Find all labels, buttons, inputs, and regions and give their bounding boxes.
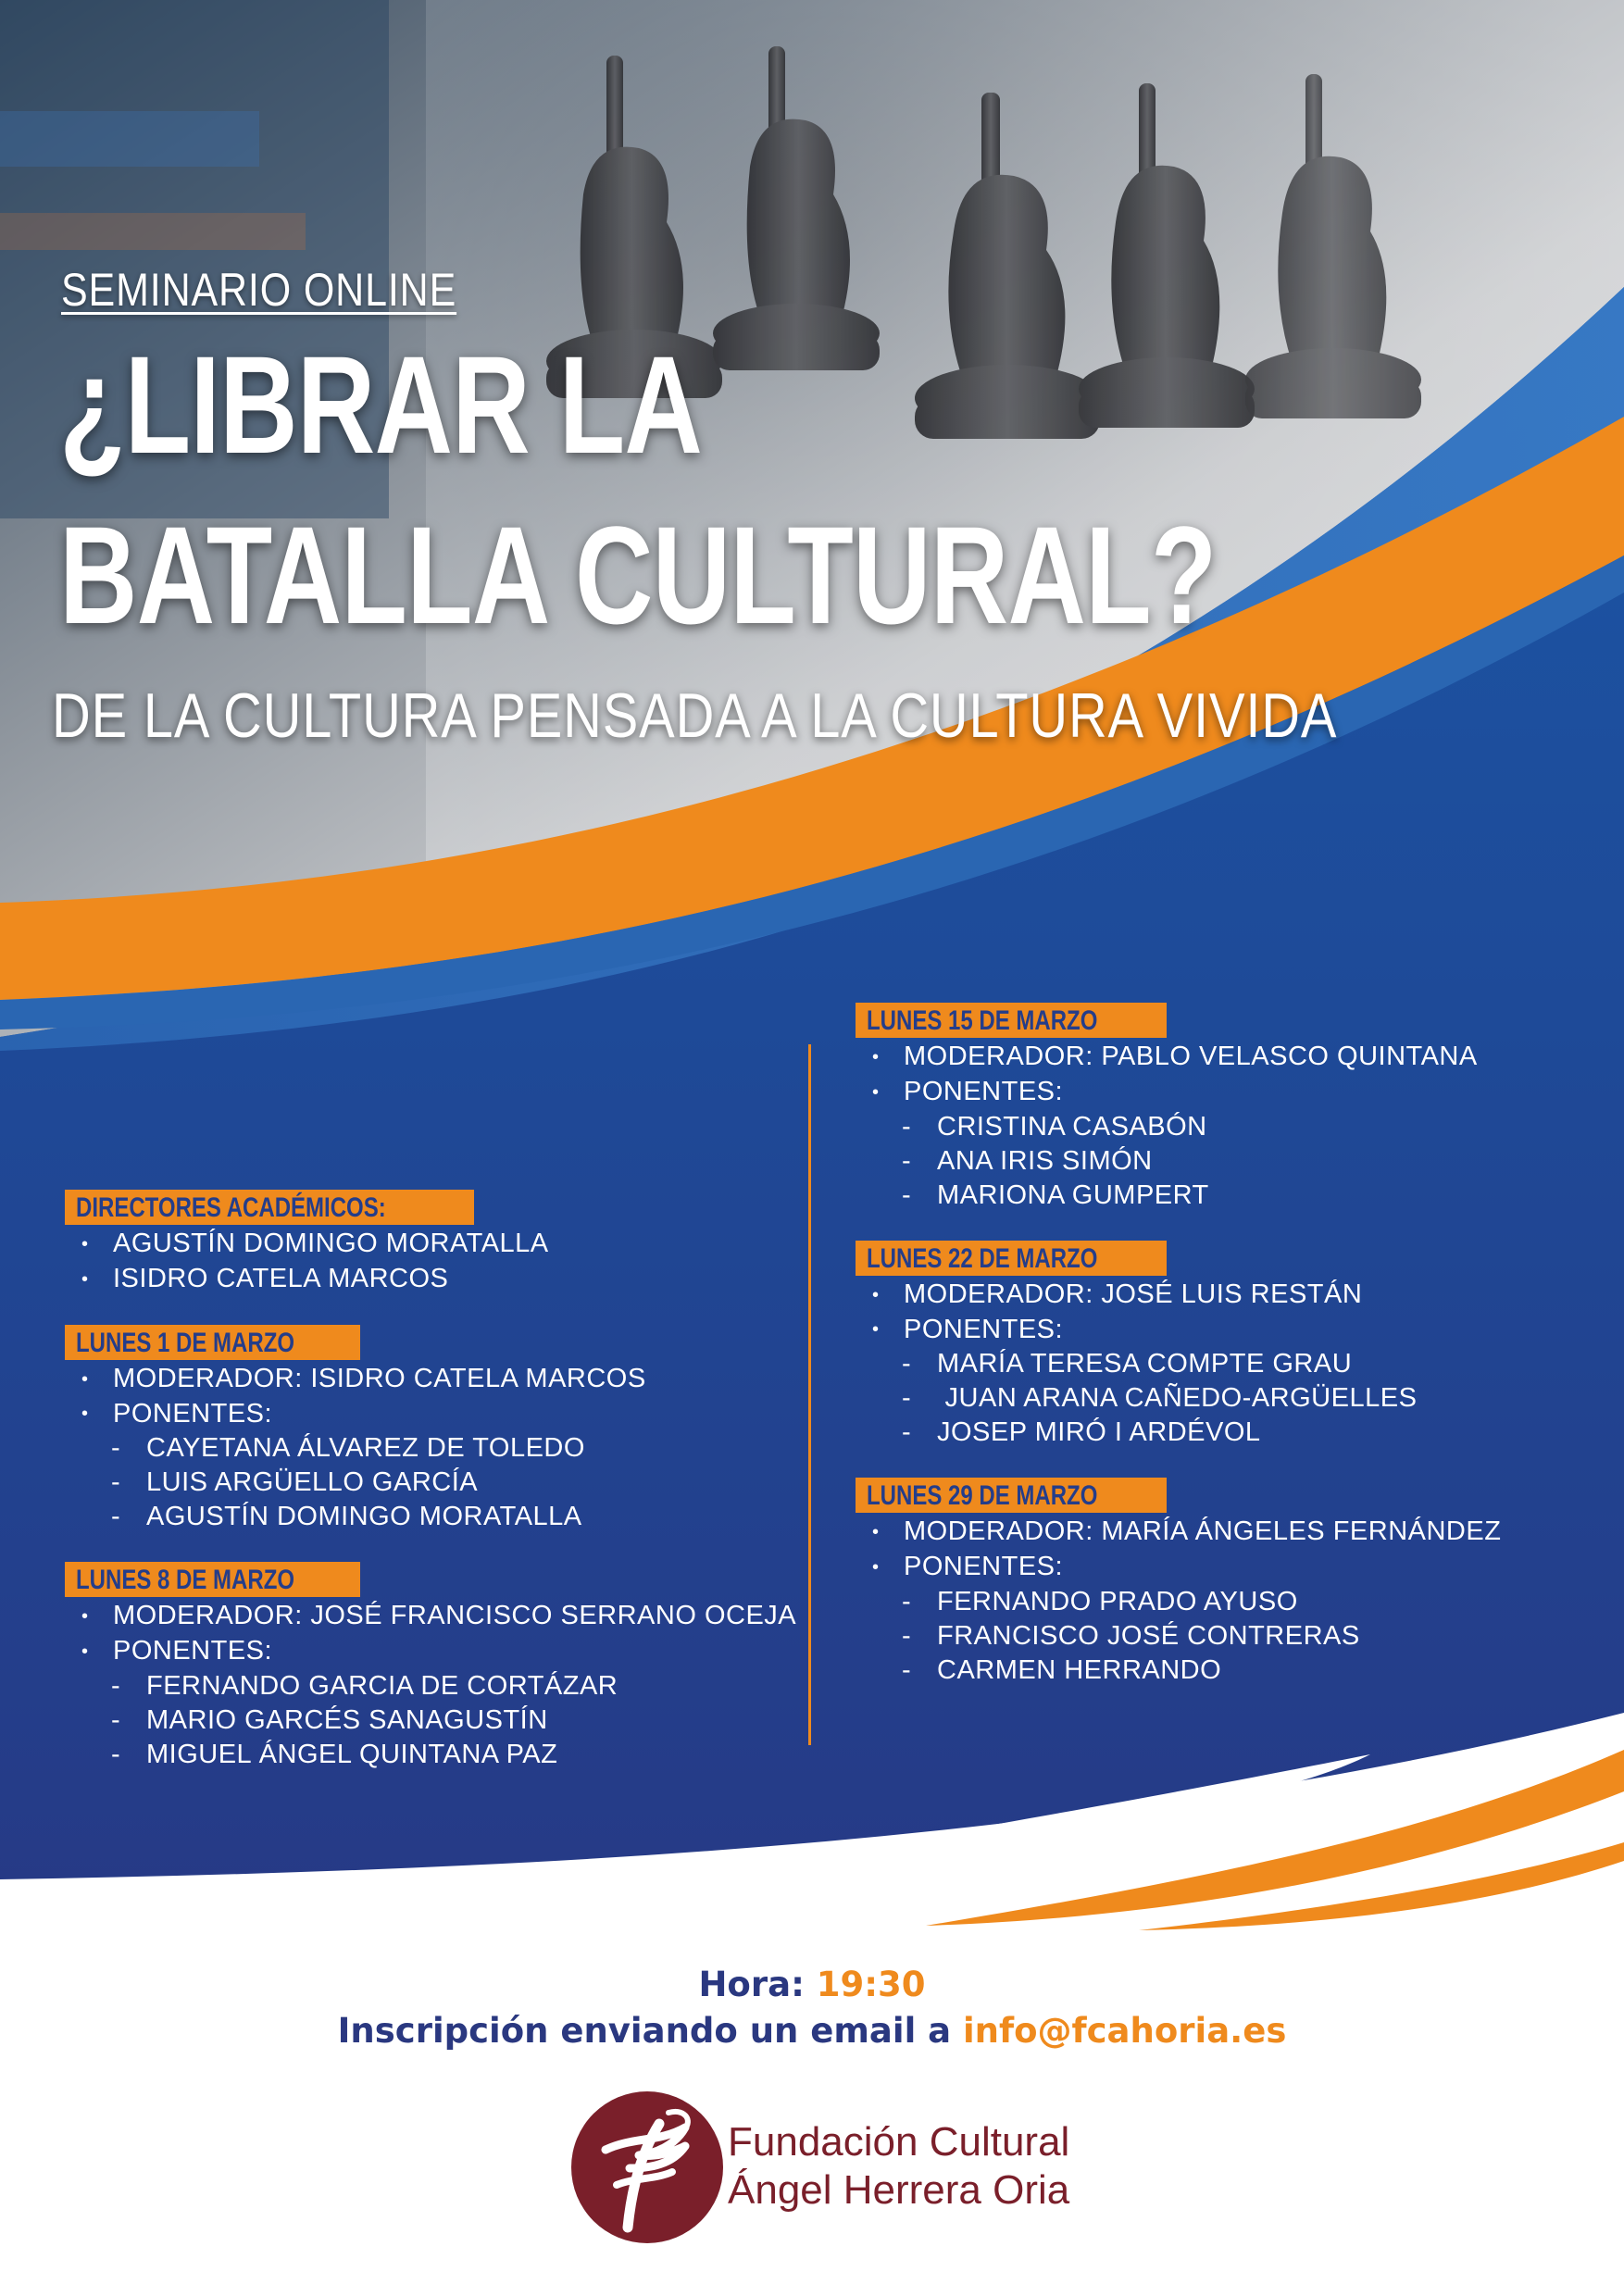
schedule-left-column bbox=[65, 1190, 806, 1772]
directors-heading: DIRECTORES ACADÉMICOS: bbox=[65, 1190, 474, 1225]
session-march-15 bbox=[856, 1003, 1596, 1213]
subtitle: DE LA CULTURA PENSADA A LA CULTURA VIVIDA bbox=[52, 680, 1338, 751]
session-speakers-label: • PONENTES: bbox=[65, 1634, 806, 1669]
speaker-name: - MARIO GARCÉS SANAGUSTÍN bbox=[65, 1703, 806, 1738]
speaker-name: - FERNANDO PRADO AYUSO bbox=[856, 1585, 1596, 1619]
session-date-tag: LUNES 22 DE MARZO bbox=[856, 1241, 1167, 1276]
time-value: 19:30 bbox=[816, 1965, 926, 2004]
speaker-name: - CARMEN HERRANDO bbox=[856, 1653, 1596, 1688]
director-name: • AGUSTÍN DOMINGO MORATALLA bbox=[65, 1227, 806, 1262]
session-march-8 bbox=[65, 1562, 806, 1772]
seminar-kicker: SEMINARIO ONLINE bbox=[61, 264, 457, 316]
session-speakers-label: • PONENTES: bbox=[856, 1313, 1596, 1348]
director-name: • ISIDRO CATELA MARCOS bbox=[65, 1262, 806, 1297]
session-march-29 bbox=[856, 1478, 1596, 1688]
event-time bbox=[0, 1965, 1624, 2004]
session-speakers-label: • PONENTES: bbox=[856, 1075, 1596, 1110]
session-moderator: • MODERADOR: ISIDRO CATELA MARCOS bbox=[65, 1362, 806, 1397]
session-march-22 bbox=[856, 1241, 1596, 1451]
speaker-name: - CAYETANA ÁLVAREZ DE TOLEDO bbox=[65, 1431, 806, 1466]
registration-line bbox=[0, 2011, 1624, 2051]
title-line-2: BATALLA CULTURAL? bbox=[59, 497, 1217, 653]
speaker-name: - ANA IRIS SIMÓN bbox=[856, 1144, 1596, 1179]
time-label: Hora: bbox=[698, 1965, 817, 2004]
speaker-name: - CRISTINA CASABÓN bbox=[856, 1110, 1596, 1144]
speaker-name: - FERNANDO GARCIA DE CORTÁZAR bbox=[65, 1669, 806, 1703]
session-date-tag: LUNES 1 DE MARZO bbox=[65, 1325, 360, 1360]
speaker-name: - AGUSTÍN DOMINGO MORATALLA bbox=[65, 1500, 806, 1534]
speaker-name: - MARÍA TERESA COMPTE GRAU bbox=[856, 1347, 1596, 1381]
session-speakers-label: • PONENTES: bbox=[856, 1550, 1596, 1585]
directors-section bbox=[65, 1190, 806, 1297]
session-moderator: • MODERADOR: JOSÉ LUIS RESTÁN bbox=[856, 1278, 1596, 1313]
speaker-name: - JOSEP MIRÓ I ARDÉVOL bbox=[856, 1416, 1596, 1450]
foundation-name-line-2: Ángel Herrera Oria bbox=[728, 2167, 1070, 2213]
fcaho-monogram-logo-icon bbox=[568, 2089, 726, 2246]
speaker-name: - LUIS ARGÜELLO GARCÍA bbox=[65, 1466, 806, 1500]
registration-label: Inscripción enviando un email a bbox=[337, 2011, 963, 2051]
column-divider bbox=[808, 1044, 811, 1745]
title-line-1: ¿LIBRAR LA bbox=[59, 327, 703, 482]
schedule-right-column bbox=[856, 1003, 1596, 1688]
speaker-name: - JUAN ARANA CAÑEDO-ARGÜELLES bbox=[856, 1381, 1596, 1416]
session-march-1 bbox=[65, 1325, 806, 1535]
foundation-name-line-1: Fundación Cultural bbox=[728, 2119, 1070, 2165]
session-speakers-label: • PONENTES: bbox=[65, 1397, 806, 1432]
speaker-name: - MIGUEL ÁNGEL QUINTANA PAZ bbox=[65, 1738, 806, 1772]
session-date-tag: LUNES 8 DE MARZO bbox=[65, 1562, 360, 1597]
session-date-tag: LUNES 29 DE MARZO bbox=[856, 1478, 1167, 1513]
session-moderator: • MODERADOR: PABLO VELASCO QUINTANA bbox=[856, 1040, 1596, 1075]
speaker-name: - FRANCISCO JOSÉ CONTRERAS bbox=[856, 1619, 1596, 1653]
speaker-name: - MARIONA GUMPERT bbox=[856, 1179, 1596, 1213]
session-date-tag: LUNES 15 DE MARZO bbox=[856, 1003, 1167, 1038]
session-moderator: • MODERADOR: JOSÉ FRANCISCO SERRANO OCEJA bbox=[65, 1599, 806, 1634]
registration-email-link[interactable]: info@fcahoria.es bbox=[962, 2011, 1287, 2051]
session-moderator: • MODERADOR: MARÍA ÁNGELES FERNÁNDEZ bbox=[856, 1515, 1596, 1550]
